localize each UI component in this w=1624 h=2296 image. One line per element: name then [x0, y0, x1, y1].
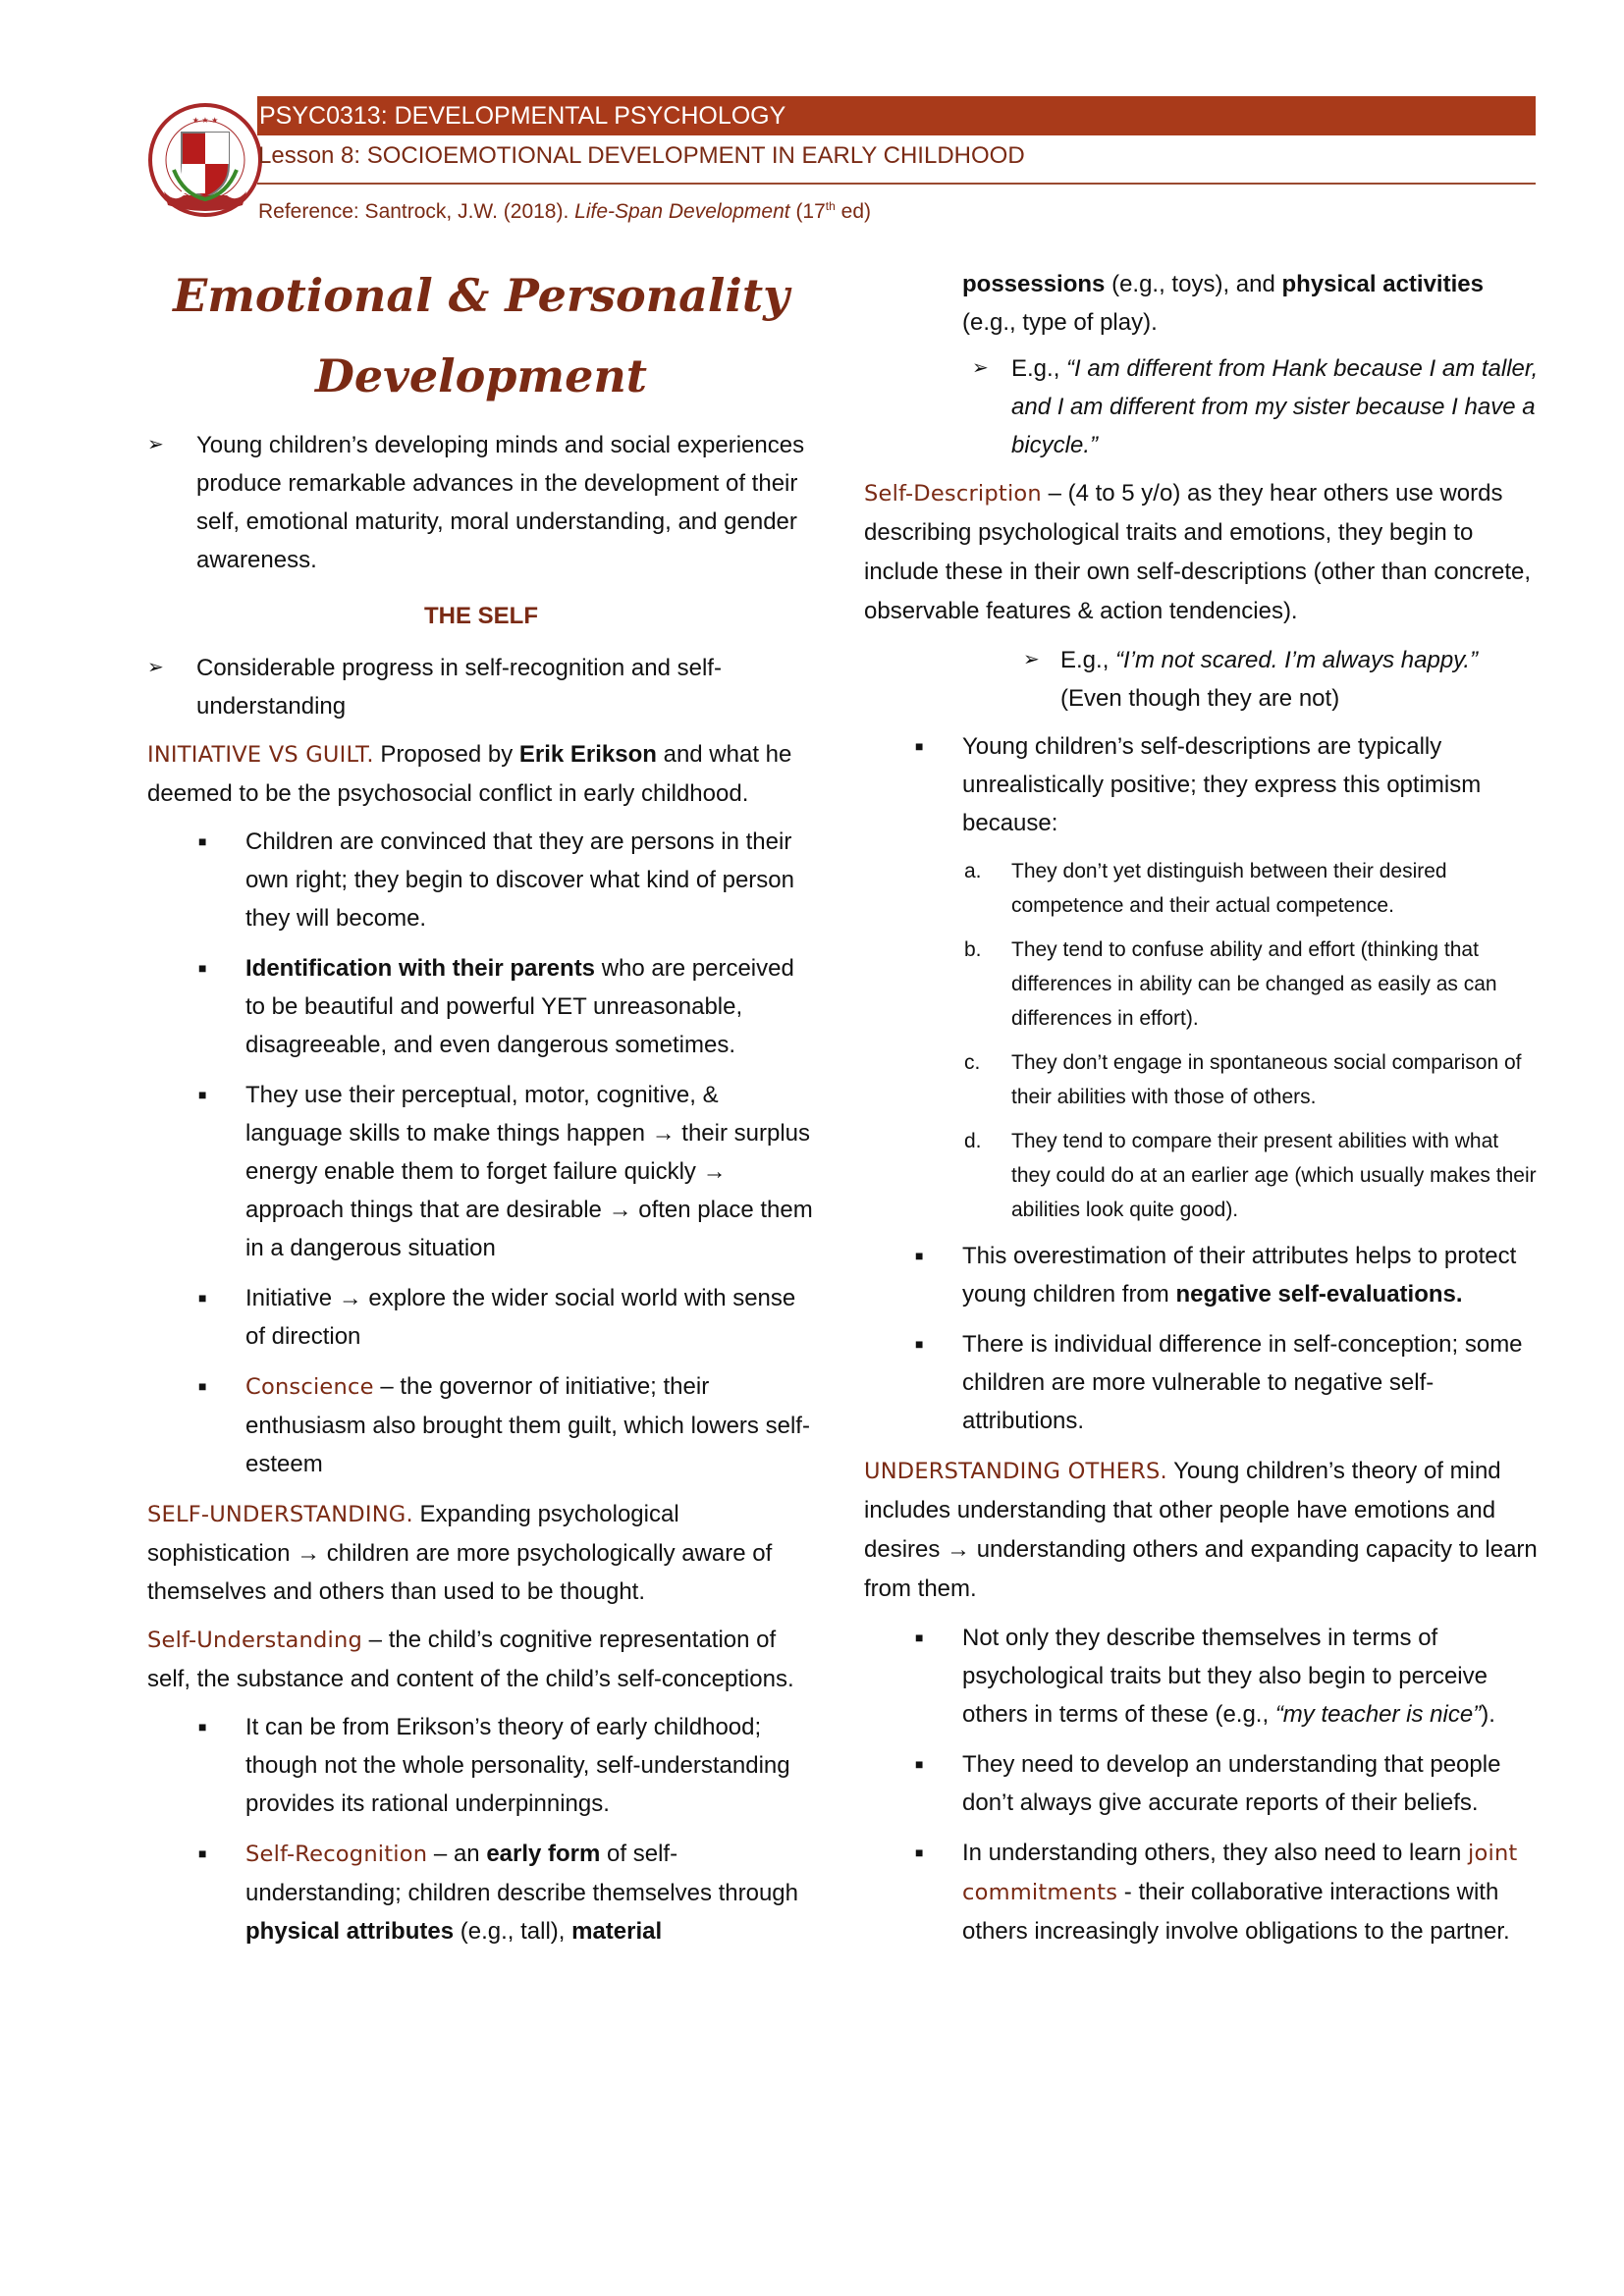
svg-text:★ ★ ★: ★ ★ ★	[191, 116, 219, 125]
list-item	[147, 1367, 815, 1483]
list-item-text: Children are convinced that they are persons in their own right; they begin to discover what kind of person they will become.	[245, 828, 794, 932]
reference-edition-end: ed)	[835, 200, 871, 223]
example-bullet	[913, 641, 1542, 718]
list-marker: b.	[964, 938, 982, 961]
bold-text: physical activities	[1281, 271, 1484, 297]
reason-item	[864, 1124, 1542, 1227]
square-bullet-icon: ■	[915, 1336, 924, 1352]
example-prefix: E.g.,	[1011, 355, 1067, 382]
square-bullet-icon: ■	[198, 833, 207, 849]
self-intro-text: Considerable progress in self-recognition and self-understanding	[196, 655, 722, 720]
reference-book-title: Life-Span Development	[574, 200, 790, 223]
intro-text: Young children’s developing minds and social experiences produce remarkable advances in the development of their self, emotional maturity, moral understanding, and gender awareness.	[196, 432, 805, 573]
bold-text: possessions	[962, 271, 1106, 297]
list-item-text: It can be from Erikson’s theory of early childhood; though not the whole personality, self-understanding provides its rational underpinnings.	[245, 1714, 790, 1817]
bold-text: physical attributes	[245, 1918, 455, 1945]
square-bullet-icon: ■	[198, 1378, 207, 1394]
list-item	[864, 1619, 1542, 1734]
intro-bullet	[147, 426, 815, 579]
example-quote: “I am different from Hank because I am taller, and I am different from my sister because I have a bicycle.”	[1011, 355, 1539, 458]
list-marker: a.	[964, 860, 982, 882]
reason-text: They tend to compare their present abilities with what they could do at an earlier age (which usually makes their abilities look quite good).	[1011, 1130, 1537, 1221]
list-item-text: There is individual difference in self-conception; some children are more vulnerable to negative self-attributions.	[962, 1331, 1523, 1434]
initiative-vs-guilt-label: INITIATIVE VS GUILT.	[147, 742, 374, 768]
square-bullet-icon: ■	[915, 1844, 924, 1860]
self-understanding-paragraph	[147, 1495, 815, 1611]
page-title-line-2: Development	[314, 349, 648, 402]
list-item	[147, 1076, 815, 1267]
list-item-text: Not only they describe themselves in terms of psychological traits but they also begin to perceive others in terms of these (e.g.,	[962, 1625, 1488, 1728]
list-item-text: They need to develop an understanding that people don’t always give accurate reports of their beliefs.	[962, 1751, 1501, 1816]
text: (e.g., tall),	[454, 1918, 572, 1945]
arrow-bullet-icon: ➢	[972, 357, 989, 379]
example-note: (Even though they are not)	[1060, 685, 1340, 712]
self-recognition-continued	[864, 265, 1542, 342]
arrow-bullet-icon: ➢	[147, 657, 164, 678]
square-bullet-icon: ■	[915, 1756, 924, 1772]
list-item-text: This overestimation of their attributes helps to protect young children from	[962, 1243, 1517, 1308]
list-item	[864, 1237, 1542, 1313]
reason-text: They don’t engage in spontaneous social comparison of their abilities with those of others.	[1011, 1051, 1522, 1108]
page-title	[147, 255, 815, 416]
conscience-term: Conscience	[245, 1374, 374, 1400]
bold-text: material	[571, 1918, 663, 1945]
page-title-line-1: Emotional & Personality	[173, 269, 789, 322]
reason-item	[864, 1045, 1542, 1114]
list-item	[864, 1834, 1542, 1950]
reason-text: They tend to confuse ability and effort (thinking that differences in ability can be changed as easily as can differences in effort).	[1011, 938, 1497, 1030]
section-heading-the-self: THE SELF	[423, 603, 538, 629]
ivg-text: Proposed by	[373, 741, 519, 768]
list-item-text: – the governor of initiative; their enthusiasm also brought them guilt, which lowers self-esteem	[245, 1373, 810, 1477]
self-description-paragraph	[864, 474, 1542, 631]
self-understanding-term: Self-Understanding	[147, 1628, 363, 1653]
understanding-others-label: UNDERSTANDING OTHERS.	[864, 1459, 1167, 1484]
reason-item	[864, 933, 1542, 1036]
reason-text: They don’t yet distinguish between their desired competence and their actual competence.	[1011, 860, 1447, 917]
example-prefix: E.g.,	[1060, 647, 1116, 673]
definition-text: – the child’s cognitive representation of self, the substance and content of the child’s self-conceptions.	[147, 1627, 794, 1692]
understanding-others-paragraph	[864, 1452, 1542, 1609]
list-item	[864, 1745, 1542, 1822]
square-bullet-icon: ■	[198, 1845, 207, 1861]
joint-commitments-term: joint commitments	[962, 1841, 1518, 1905]
arrow-bullet-icon: ➢	[147, 434, 164, 455]
list-item-text: They use their perceptual, motor, cognitive, & language skills to make things happen → their surplus energy enable them to forget failure quickly → approach things that are desirable → often place them in a dangerous situation	[245, 1082, 813, 1261]
square-bullet-icon: ■	[198, 1290, 207, 1306]
definition-text: – (4 to 5 y/o) as they hear others use words describing psychological traits and emotions, they begin to include these in their own self-descriptions (other than concrete, observable features & action tendencies).	[864, 480, 1532, 624]
text: (e.g., type of play).	[962, 309, 1158, 336]
header-divider	[257, 183, 1536, 185]
square-bullet-icon: ■	[915, 1248, 924, 1263]
reference-line	[258, 199, 871, 224]
erik-erikson: Erik Erikson	[518, 741, 657, 768]
identification-term: Identification with their parents	[245, 955, 596, 982]
reference-text: : Santrock, J.W. (2018).	[352, 200, 575, 223]
text: - their collaborative interactions with others increasingly involve obligations to the partner.	[962, 1879, 1510, 1945]
reason-item	[864, 854, 1542, 923]
list-item	[147, 1279, 815, 1356]
list-item-text: who are perceived to be beautiful and powerful YET unreasonable, disagreeable, and even dangerous sometimes.	[245, 955, 794, 1058]
list-item	[864, 727, 1542, 842]
self-recognition-term: Self-Recognition	[245, 1842, 428, 1867]
reference-label: Reference	[258, 200, 353, 223]
list-item-text: Young children’s self-descriptions are typically unrealistically positive; they express this optimism because:	[962, 733, 1482, 836]
initiative-vs-guilt-paragraph	[147, 735, 815, 813]
right-column	[864, 265, 1542, 1962]
square-bullet-icon: ■	[915, 1629, 924, 1645]
self-understanding-label: SELF-UNDERSTANDING.	[147, 1502, 413, 1527]
university-seal-icon	[144, 101, 267, 224]
example-quote: “I’m not scared. I’m always happy.”	[1115, 647, 1479, 673]
list-marker: c.	[964, 1051, 981, 1074]
self-understanding-definition	[147, 1621, 815, 1698]
example-bullet	[864, 349, 1542, 464]
square-bullet-icon: ■	[198, 1087, 207, 1102]
left-column	[147, 255, 815, 1962]
course-title: PSYC0313: DEVELOPMENTAL PSYCHOLOGY	[259, 102, 786, 130]
reference-edition: (17	[789, 200, 826, 223]
reference-edition-sup: th	[825, 199, 836, 213]
example-quote: “my teacher is nice”	[1274, 1701, 1482, 1728]
text: (e.g., toys), and	[1105, 271, 1282, 297]
list-item-text: In understanding others, they also need to learn	[962, 1840, 1469, 1866]
list-marker: d.	[964, 1130, 982, 1152]
bold-text: early form	[486, 1841, 601, 1867]
bold-text: negative self-evaluations	[1175, 1281, 1456, 1308]
paragraph-text: Young children’s theory of mind includes understanding that other people have emotions and desires → understanding others and expanding capacity to learn from them.	[864, 1458, 1538, 1602]
list-item	[147, 949, 815, 1064]
arrow-bullet-icon: ➢	[1023, 649, 1040, 670]
text: ).	[1481, 1701, 1495, 1728]
square-bullet-icon: ■	[198, 960, 207, 976]
self-description-term: Self-Description	[864, 481, 1042, 507]
list-item	[147, 823, 815, 937]
text: – an	[427, 1841, 487, 1867]
text: of self-understanding; children describe themselves through	[245, 1841, 799, 1906]
self-understanding-text: Expanding psychological sophistication → children are more psychologically aware of themselves and others than used to be thought.	[147, 1501, 773, 1605]
square-bullet-icon: ■	[198, 1719, 207, 1735]
list-item-text: Initiative → explore the wider social world with sense of direction	[245, 1285, 796, 1350]
lesson-title: Lesson 8: SOCIOEMOTIONAL DEVELOPMENT IN EARLY CHILDHOOD	[258, 142, 1025, 169]
self-intro-bullet	[147, 649, 815, 725]
list-item	[147, 1835, 815, 1950]
bold-text: .	[1455, 1281, 1463, 1308]
ivg-text-2: and what he deemed to be the psychosocial conflict in early childhood.	[147, 741, 792, 807]
list-item	[864, 1325, 1542, 1440]
square-bullet-icon: ■	[915, 738, 924, 754]
list-item	[147, 1708, 815, 1823]
course-title-bar	[257, 96, 1536, 135]
reasons-list	[864, 854, 1542, 1227]
